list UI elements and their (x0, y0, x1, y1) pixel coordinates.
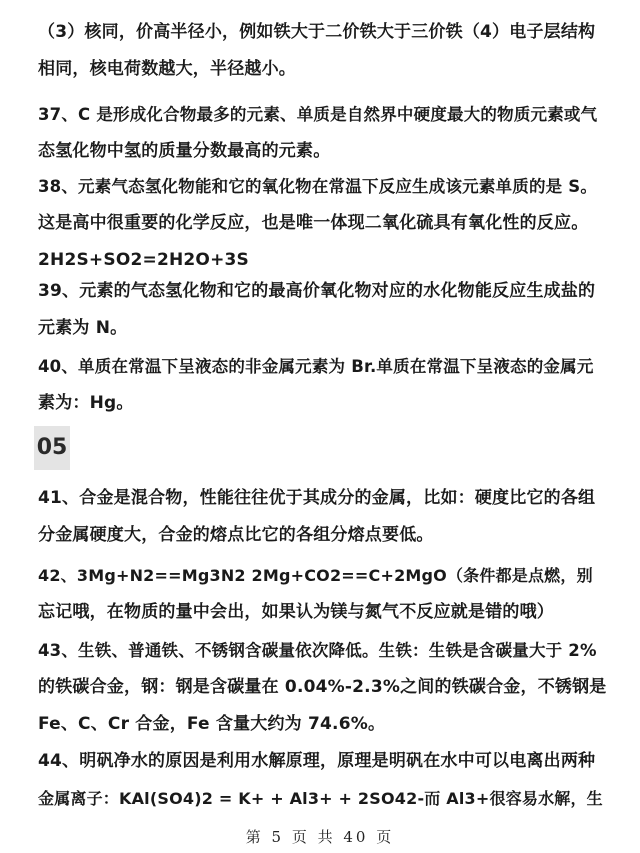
paragraph-40 (38, 348, 608, 422)
text-line: 分金属硬度大，合金的熔点比它的各组分熔点要低。 (38, 525, 434, 545)
text-line: 41、合金是混合物，性能往往优于其成分的金属，比如：硬度比它的各组 (38, 488, 596, 508)
paragraph-41 (38, 480, 608, 554)
text-line: 43、生铁、普通铁、不锈钢含碳量依次降低。生铁：生铁是含碳量大于 2% (38, 641, 597, 660)
paragraph-37 (38, 96, 608, 170)
text-line: 元素为 N。 (38, 318, 128, 338)
text-line: 的铁碳合金，钢：钢是含碳量在 0.04%-2.3%之间的铁碳合金，不锈钢是 (38, 677, 607, 697)
paragraph-36-continued (38, 14, 608, 88)
page-number-footer: 第 5 页 共 40 页 (245, 828, 395, 846)
text-line: 40、单质在常温下呈液态的非金属元素为 Br.单质在常温下呈液态的金属元 (38, 357, 594, 376)
text-line: 忘记哦，在物质的量中会出，如果认为镁与氮气不反应就是错的哦） (38, 602, 554, 622)
text-line: 金属离子：KAl(SO4)2 = K+ + Al3+ + 2SO42-而 Al3+很容易水解，生 (38, 789, 603, 808)
paragraph-38 (38, 168, 608, 279)
text-line: 态氢化物中氢的质量分数最高的元素。 (38, 141, 331, 161)
text-line: 42、3Mg+N2==Mg3N2 2Mg+CO2==C+2MgO（条件都是点燃，别 (38, 566, 593, 585)
text-line: 2H2S+SO2=2H2O+3S (38, 250, 249, 270)
text-line: 44、明矾净水的原因是利用水解原理，原理是明矾在水中可以电离出两种 (38, 751, 596, 771)
text-line: 37、C 是形成化合物最多的元素、单质是自然界中硬度最大的物质元素或气 (38, 105, 598, 124)
paragraph-43 (38, 632, 608, 743)
text-line: Fe、C、Cr 合金，Fe 含量大约为 74.6%。 (38, 714, 386, 734)
section-number-badge: 05 (34, 426, 70, 470)
paragraph-39 (38, 273, 608, 347)
paragraph-42 (38, 557, 608, 631)
text-line: 素为：Hg。 (38, 393, 134, 413)
text-line: 38、元素气态氢化物能和它的氧化物在常温下反应生成该元素单质的是 S。 (38, 177, 598, 196)
text-line: 这是高中很重要的化学反应，也是唯一体现二氧化硫具有氧化性的反应。 (38, 213, 589, 233)
paragraph-44 (38, 743, 608, 817)
text-line: 相同，核电荷数越大，半径越小。 (38, 59, 296, 79)
text-line: 39、元素的气态氢化物和它的最高价氧化物对应的水化物能反应生成盐的 (38, 281, 596, 301)
text-line: （3）核同，价高半径小，例如铁大于二价铁大于三价铁（4）电子层结构 (38, 22, 596, 42)
